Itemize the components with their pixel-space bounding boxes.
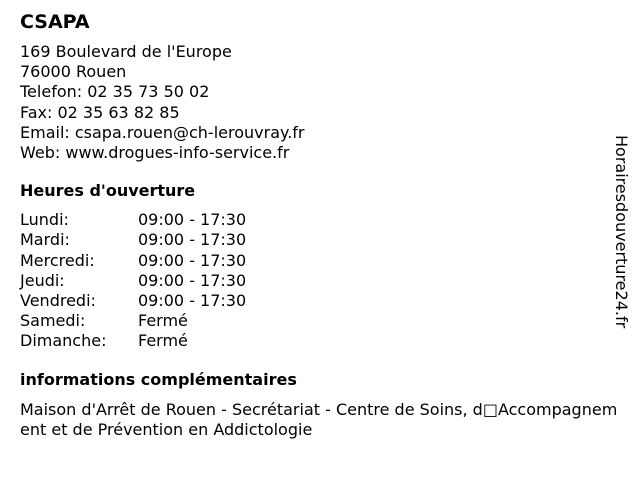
day-label: Samedi: (20, 311, 86, 331)
hours-row-tuesday (20, 230, 620, 250)
hours-value: 09:00 - 17:30 (138, 270, 247, 290)
hours-value: 09:00 - 17:30 (138, 210, 247, 230)
opening-hours-heading: Heures d'ouverture (20, 181, 196, 201)
address-block (20, 42, 620, 163)
hours-row-monday (20, 210, 620, 230)
hours-value: Fermé (138, 311, 188, 331)
hours-value: Fermé (138, 331, 188, 351)
opening-hours-table (20, 210, 620, 351)
hours-row-wednesday (20, 251, 620, 271)
additional-info-heading: informations complémentaires (20, 369, 297, 389)
fax-number: Fax: 02 35 63 82 85 (20, 102, 180, 122)
additional-info-text: Maison d'Arrêt de Rouen - Secrétariat - Centre de Soins, d□Accompagnement et de Prévention en Addictologie (20, 399, 618, 440)
phone-number: Telefon: 02 35 73 50 02 (20, 82, 210, 102)
day-label: Mercredi: (20, 250, 95, 270)
hours-row-thursday (20, 271, 620, 291)
day-label: Lundi: (20, 210, 69, 230)
watermark-text: Horairesdouverture24.fr (612, 135, 631, 329)
hours-value: 09:00 - 17:30 (138, 291, 247, 311)
website-link: Web: www.drogues-info-service.fr (20, 143, 290, 163)
city-postal: 76000 Rouen (20, 62, 127, 82)
day-label: Dimanche: (20, 331, 107, 351)
day-label: Mardi: (20, 230, 70, 250)
hours-value: 09:00 - 17:30 (138, 230, 247, 250)
hours-row-sunday (20, 331, 620, 351)
street-address: 169 Boulevard de l'Europe (20, 42, 232, 61)
page-title: CSAPA (20, 11, 90, 33)
day-label: Vendredi: (20, 291, 96, 311)
day-label: Jeudi: (20, 270, 65, 290)
hours-row-saturday (20, 311, 620, 331)
contact-card (20, 10, 620, 441)
email-address: Email: csapa.rouen@ch-lerouvray.fr (20, 122, 305, 142)
hours-value: 09:00 - 17:30 (138, 250, 247, 270)
hours-row-friday (20, 291, 620, 311)
